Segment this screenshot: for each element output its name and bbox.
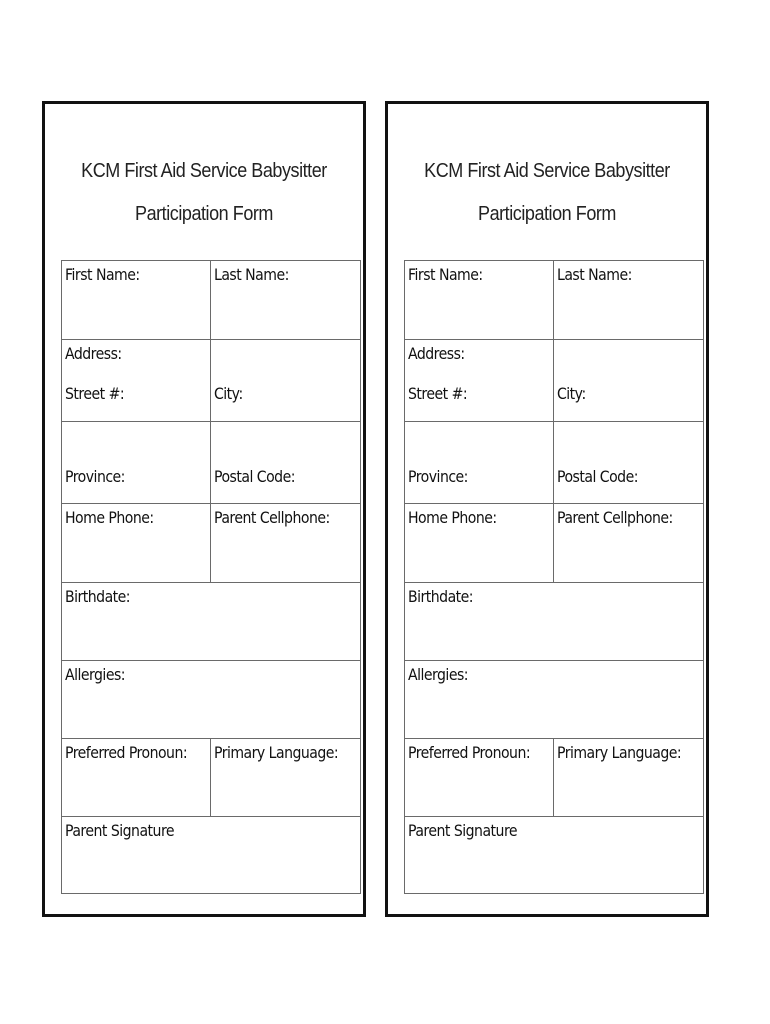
column-divider [210,261,211,339]
participation-form-left [42,101,366,917]
last-name-field[interactable]: Last Name: [557,265,632,284]
column-divider [553,261,554,339]
first-name-field[interactable]: First Name: [65,265,140,284]
name-row [62,261,360,340]
last-name-field[interactable]: Last Name: [214,265,289,284]
primary-language-field[interactable]: Primary Language: [557,743,682,762]
column-divider [210,340,211,421]
city-field[interactable]: City: [557,384,586,403]
form-title-line2: Participation Form [135,203,273,225]
participation-form-right [385,101,709,917]
preferred-pronoun-field[interactable]: Preferred Pronoun: [65,743,188,762]
province-field[interactable]: Province: [65,467,125,486]
primary-language-field[interactable]: Primary Language: [214,743,339,762]
pronoun-language-row [62,739,360,817]
phone-row [405,504,703,583]
parent-signature-field[interactable]: Parent Signature [65,821,175,840]
home-phone-field[interactable]: Home Phone: [408,508,497,527]
address-row [405,340,703,422]
parent-cellphone-field[interactable]: Parent Cellphone: [557,508,673,527]
column-divider [553,422,554,503]
allergies-row [62,661,360,739]
birthdate-field[interactable]: Birthdate: [65,587,131,606]
pronoun-language-row [405,739,703,817]
allergies-field[interactable]: Allergies: [408,665,468,684]
address-label: Address: [408,344,465,363]
first-name-field[interactable]: First Name: [408,265,483,284]
birthdate-row [62,583,360,661]
postal-code-field[interactable]: Postal Code: [214,467,295,486]
preferred-pronoun-field[interactable]: Preferred Pronoun: [408,743,531,762]
form-title-line1: KCM First Aid Service Babysitter [81,160,327,182]
home-phone-field[interactable]: Home Phone: [65,508,154,527]
parent-signature-field[interactable]: Parent Signature [408,821,518,840]
form-field-grid [61,260,361,894]
birthdate-row [405,583,703,661]
parent-cellphone-field[interactable]: Parent Cellphone: [214,508,330,527]
city-field[interactable]: City: [214,384,243,403]
column-divider [553,504,554,582]
address-label: Address: [65,344,122,363]
form-title-line1: KCM First Aid Service Babysitter [424,160,670,182]
name-row [405,261,703,340]
form-title-line2: Participation Form [478,203,616,225]
signature-row [62,817,360,892]
address-row [62,340,360,422]
allergies-row [405,661,703,739]
street-field[interactable]: Street #: [408,384,468,403]
column-divider [553,340,554,421]
phone-row [62,504,360,583]
column-divider [210,422,211,503]
signature-row [405,817,703,892]
street-field[interactable]: Street #: [65,384,125,403]
allergies-field[interactable]: Allergies: [65,665,125,684]
province-field[interactable]: Province: [408,467,468,486]
column-divider [210,739,211,816]
birthdate-field[interactable]: Birthdate: [408,587,474,606]
column-divider [210,504,211,582]
form-field-grid [404,260,704,894]
province-row [62,422,360,504]
column-divider [553,739,554,816]
postal-code-field[interactable]: Postal Code: [557,467,638,486]
province-row [405,422,703,504]
